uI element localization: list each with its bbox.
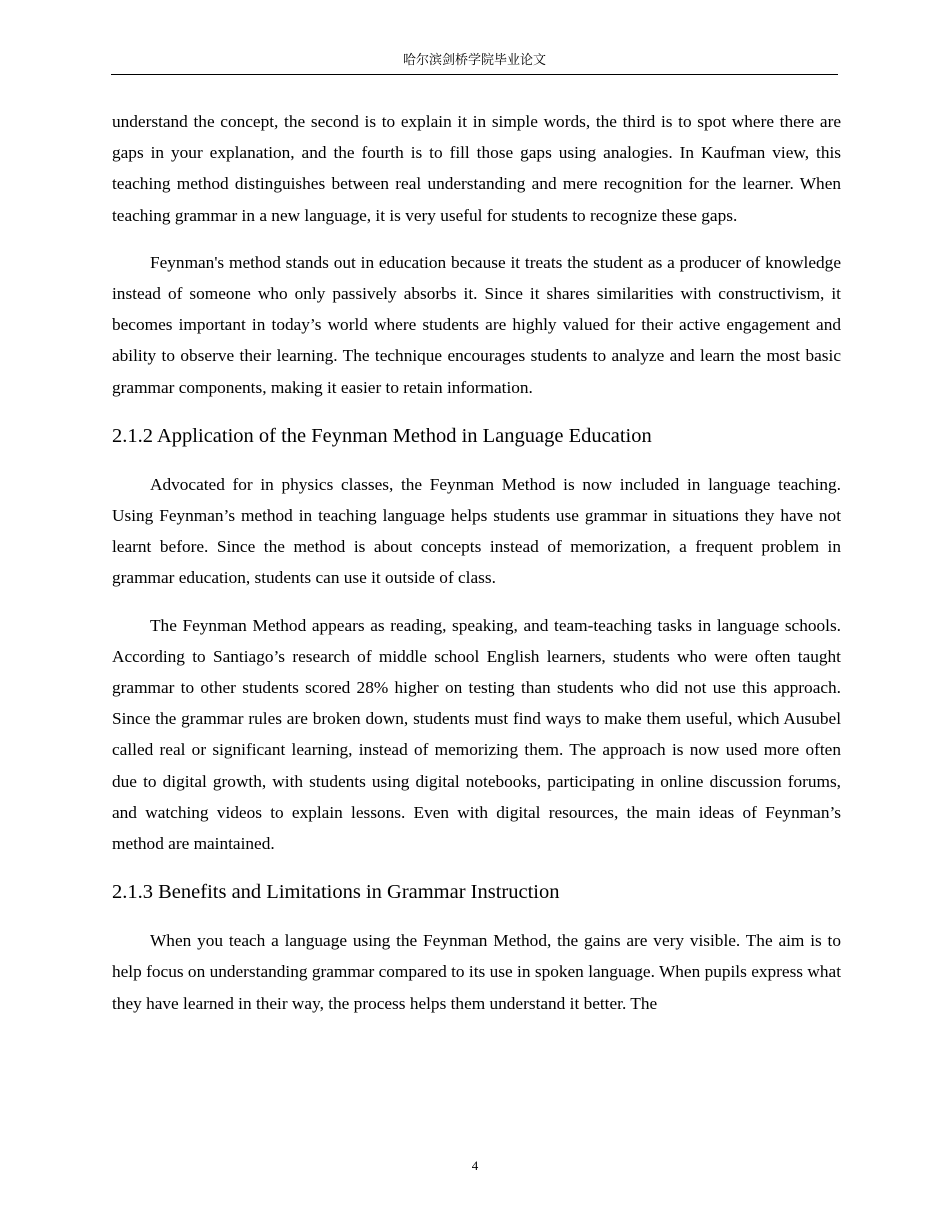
running-header: 哈尔滨剑桥学院毕业论文 <box>402 53 546 68</box>
page-number: 4 <box>471 1158 479 1173</box>
paragraph-continuation: understand the concept, the second is to explain it in simple words, the third is to spot where there are gaps in your explanation, and the fourth is to fill those gaps using analogies. In Kaufman view, this teaching method distinguishes between real understanding and mere recognition for the learner. When teaching grammar in a new language, it is very useful for students to recognize these gaps. <box>112 112 841 225</box>
paragraph-benefits: When you teach a language using the Feynman Method, the gains are very visible. The aim is to help focus on understanding grammar compared to its use in spoken language. When pupils express what they have learned in their way, the process helps them understand it better. The <box>112 931 841 1013</box>
document-body <box>112 106 841 1019</box>
section-heading-2-1-2: 2.1.2 Application of the Feynman Method in Language Education <box>112 424 652 447</box>
header-divider <box>111 74 838 75</box>
paragraph-physics-origin: Advocated for in physics classes, the Feynman Method is now included in language teaching. Using Feynman’s method in teaching language helps students use grammar in situations they have not learnt before. Since the method is about concepts instead of memorization, a frequent problem in grammar education, students can use it outside of class. <box>112 474 841 588</box>
section-heading-2-1-3: 2.1.3 Benefits and Limitations in Grammar Instruction <box>112 881 560 904</box>
paragraph-language-schools: The Feynman Method appears as reading, speaking, and team-teaching tasks in language schools. According to Santiago’s research of middle school English learners, students who were often taught grammar to other students scored 28% higher on testing than students who did not use this approach. Since the grammar rules are broken down, students must find ways to make them useful, which Ausubel called real or significant learning, instead of memorizing them. The approach is now used more often due to digital growth, with students using digital notebooks, participating in online discussion forums, and watching videos to explain lessons. Even with digital resources, the main ideas of Feynman’s method are maintained. <box>112 615 841 854</box>
paragraph-feynman-producer: Feynman's method stands out in education because it treats the student as a producer of knowledge instead of someone who only passively absorbs it. Since it shares similarities with constructivism, it becomes important in today’s world where students are highly valued for their active engagement and ability to observe their learning. The technique encourages students to analyze and learn the most basic grammar components, making it easier to retain information. <box>112 252 841 397</box>
